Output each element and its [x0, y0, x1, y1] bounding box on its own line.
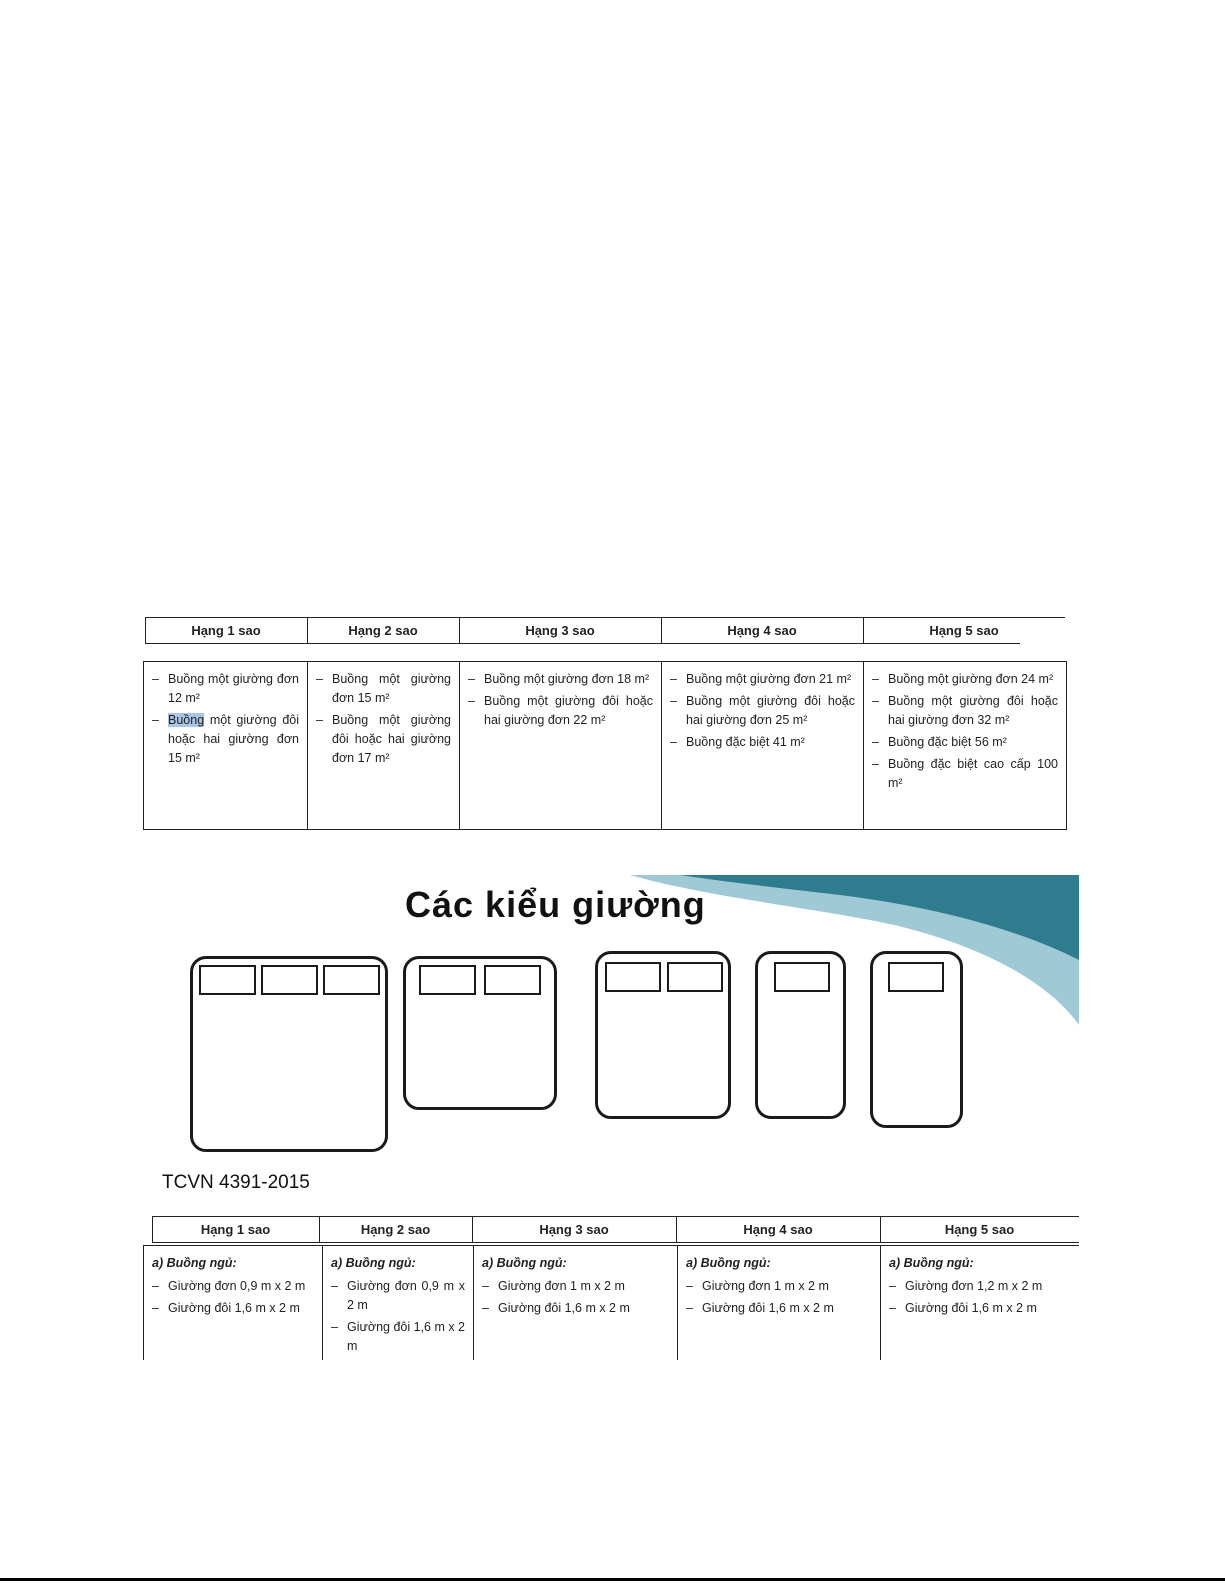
table1-header-2star: Hạng 2 sao [348, 623, 418, 638]
bed-4star-double: Giường đôi 1,6 m x 2 m [702, 1301, 834, 1315]
bed-4star-single: Giường đơn 1 m x 2 m [702, 1279, 829, 1293]
table2-header-3star: Hạng 3 sao [539, 1222, 609, 1237]
table1-cell-5star: – Buồng một giường đơn 24 m² – Buồng một giường đôi hoặc hai giường đơn 32 m² – Buồng đặc biệt 56 m² – Buồng đặc biệt cao cấp 100 m² [864, 664, 1066, 802]
bed-5star-single: Giường đơn 1,2 m x 2 m [905, 1279, 1043, 1293]
room-5star-single: Buồng một giường đơn 24 m² [888, 672, 1054, 686]
room-3star-double: Buồng một giường đôi hoặc hai giường đơn 22 m² [484, 694, 653, 727]
section-label: a) Buồng ngủ: [889, 1256, 974, 1270]
table2-header-5star: Hạng 5 sao [944, 1222, 1015, 1237]
table1-header-3star: Hạng 3 sao [525, 623, 595, 638]
room-5star-premium: Buồng đặc biệt cao cấp 100 m² [888, 757, 1058, 790]
table2-cell-3star: a) Buồng ngủ: – Giường đơn 1 m x 2 m – Giường đôi 1,6 m x 2 m [474, 1248, 677, 1327]
table1-header-4star: Hạng 4 sao [727, 623, 797, 638]
bed-2star-single: Giường đơn 0,9 m x 2 m [347, 1279, 465, 1312]
table1-header-5star: Hạng 5 sao [929, 623, 999, 638]
room-1star-single: Buồng một giường đơn 12 m² [168, 672, 299, 705]
section-label: a) Buồng ngủ: [331, 1256, 416, 1270]
table2-cell-1star: a) Buồng ngủ: – Giường đơn 0,9 m x 2 m – Giường đôi 1,6 m x 2 m [144, 1248, 322, 1327]
room-4star-special: Buồng đặc biệt 41 m² [686, 735, 805, 749]
room-2star-single: Buồng một giường đơn 15 m² [332, 672, 451, 705]
room-5star-double: Buồng một giường đôi hoặc hai giường đơn 32 m² [888, 694, 1058, 727]
bed-5star-double: Giường đôi 1,6 m x 2 m [905, 1301, 1037, 1315]
table1-cell-4star: – Buồng một giường đơn 21 m² – Buồng một giường đôi hoặc hai giường đơn 25 m² – Buồng đặc biệt 41 m² [662, 664, 863, 761]
table2-header-1star: Hạng 1 sao [200, 1222, 271, 1237]
room-4star-single: Buồng một giường đơn 21 m² [686, 672, 852, 686]
table2-header-4star: Hạng 4 sao [743, 1222, 813, 1237]
page-bottom-rule [0, 1578, 1225, 1581]
room-3star-single: Buồng một giường đơn 18 m² [484, 672, 650, 686]
section-label: a) Buồng ngủ: [482, 1256, 567, 1270]
bed-3star-double: Giường đôi 1,6 m x 2 m [498, 1301, 630, 1315]
bed-1star-single: Giường đơn 0,9 m x 2 m [168, 1279, 306, 1293]
room-5star-special: Buồng đặc biệt 56 m² [888, 735, 1007, 749]
standard-label: TCVN 4391-2015 [162, 1172, 310, 1193]
table2-cell-4star: a) Buồng ngủ: – Giường đơn 1 m x 2 m – Giường đôi 1,6 m x 2 m [678, 1248, 880, 1327]
highlighted-word: Buồng [168, 713, 205, 727]
table2-header-2star: Hạng 2 sao [360, 1222, 431, 1237]
bed-1star-double: Giường đôi 1,6 m x 2 m [168, 1301, 300, 1315]
bed-2star-double: Giường đôi 1,6 m x 2 m [347, 1320, 466, 1353]
table2-cell-2star: a) Buồng ngủ: – Giường đơn 0,9 m x 2 m – Giường đôi 1,6 m x 2 m [323, 1248, 473, 1365]
table1-cell-2star: – Buồng một giường đơn 15 m² – Buồng một giường đôi hoặc hai giường đơn 17 m² [308, 664, 459, 777]
room-4star-double: Buồng một giường đôi hoặc hai giường đơn 25 m² [686, 694, 855, 727]
table1-header-1star: Hạng 1 sao [191, 623, 261, 638]
room-1star-double: một giường đôi hoặc hai giường đơn 15 m² [168, 713, 299, 765]
bed-types-title: Các kiểu giường [405, 884, 706, 925]
table1-cell-3star: – Buồng một giường đơn 18 m² – Buồng một giường đôi hoặc hai giường đơn 22 m² [460, 664, 661, 739]
room-2star-double: Buồng một giường đôi hoặc hai giường đơn 17 m² [332, 713, 451, 765]
table2-cell-5star: a) Buồng ngủ: – Giường đơn 1,2 m x 2 m – Giường đôi 1,6 m x 2 m [881, 1248, 1079, 1327]
bed-3star-single: Giường đơn 1 m x 2 m [498, 1279, 625, 1293]
section-label: a) Buồng ngủ: [686, 1256, 771, 1270]
table1-cell-1star: – Buồng một giường đơn 12 m² – Buồng một giường đôi hoặc hai giường đơn 15 m² [152, 672, 299, 765]
section-label: a) Buồng ngủ: [152, 1256, 237, 1270]
